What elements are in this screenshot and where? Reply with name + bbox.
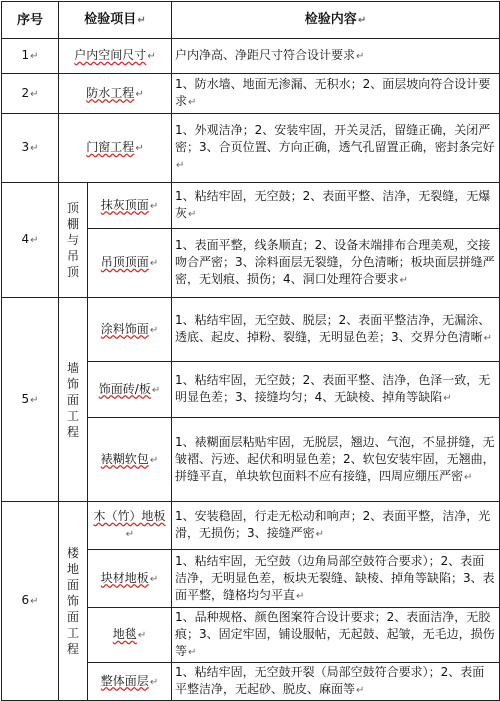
header-item: 检验项目↵: [59, 2, 172, 39]
row-content: 户内净高、净距尺寸符合设计要求↵: [172, 39, 500, 74]
sub-item: 地毯↵: [88, 608, 172, 663]
sub-item: 块材地板↵: [88, 550, 172, 608]
row-seq: 1↵: [2, 39, 59, 74]
row-seq: 5↵: [2, 298, 59, 502]
row-content: 1、外观洁净；2、安装牢固，开关灵活，留缝正确，关闭严密；3、合页位置、方向正确，透气孔留置正确，密封条完好↵: [172, 114, 500, 183]
row-item: 户内空间尺寸↵: [59, 39, 172, 74]
header-content: 检验内容↵: [172, 2, 500, 39]
sub-content: 1、表面平整，线条顺直；2、设备末端排布合理美观，交接吻合严密；3、涂料面层无裂缝，分色清晰；板块面层拼缝严密，无划痕、损伤；4、洞口处理符合要求↵: [172, 229, 500, 298]
sub-item: 吊顶顶面↵: [88, 229, 172, 298]
inspection-table: [1, 1, 500, 701]
sub-item: 饰面砖/板↵: [88, 362, 172, 418]
sub-content: 1、安装稳固，行走无松动和响声；2、表面平整，洁净，光滑，无损伤；3、接缝严密↵: [172, 502, 500, 550]
group-category: 楼地面饰面工程: [59, 502, 88, 701]
group-category: 顶棚与吊顶: [59, 183, 88, 298]
sub-item: 涂料饰面↵: [88, 298, 172, 362]
table-row: [2, 114, 500, 183]
sub-content: 1、粘结牢固，无空鼓、脱层；2、表面平整洁净，无漏涂、透底、起皮、掉粉、裂缝，无明显色差；3、交界分色清晰↵: [172, 298, 500, 362]
header-row: [2, 2, 500, 39]
row-seq: 6↵: [2, 502, 59, 701]
table-row: [2, 298, 500, 362]
sub-content: 1、裱糊面层粘贴牢固，无脱层，翘边、气泡，不显拼缝，无皱褶、污迹、起伏和明显色差；2、软包安装牢固，无翘曲，拼缝平直，单块软包面料不应有接缝，四周应绷压严密↵: [172, 418, 500, 502]
row-item: 门窗工程↵: [59, 114, 172, 183]
row-item: 防水工程↵: [59, 74, 172, 114]
header-seq: 序号: [2, 2, 59, 39]
table-row: [2, 74, 500, 114]
table-row: [2, 39, 500, 74]
sub-content: 1、粘结牢固，无空鼓；2、表面平整、洁净，色泽一致，无明显色差；3、接缝均匀；4、无缺棱、掉角等缺陷↵: [172, 362, 500, 418]
table-row: [2, 502, 500, 550]
row-seq: 2↵: [2, 74, 59, 114]
sub-item: 抹灰顶面↵: [88, 183, 172, 229]
sub-content: 1、粘结牢固，无空鼓开裂（局部空鼓符合要求）；2、表面平整洁净，无起砂、脱皮、麻面等↵: [172, 663, 500, 701]
sub-item: 裱糊软包↵: [88, 418, 172, 502]
row-content: 1、防水墙、地面无渗漏、无积水；2、面层坡向符合设计要求↵: [172, 74, 500, 114]
row-seq: 3↵: [2, 114, 59, 183]
sub-content: 1、粘结牢固，无空鼓；2、表面平整、洁净，无裂缝，无爆灰↵: [172, 183, 500, 229]
group-category: 墙饰面工程: [59, 298, 88, 502]
sub-content: 1、品种规格、颜色图案符合设计要求；2、表面洁净，无胶痕；3、固定牢固，铺设服帖，无起鼓、起皱，无毛边，损伤等↵: [172, 608, 500, 663]
sub-item: 木（竹）地板↵: [88, 502, 172, 550]
sub-content: 1、粘结牢固，无空鼓（边角局部空鼓符合要求）；2、表面洁净，无明显色差，板块无裂缝、缺棱、掉角等缺陷；3、表面平整，缝格均匀平直↵: [172, 550, 500, 608]
row-seq: 4↵: [2, 183, 59, 298]
sub-item: 整体面层↵: [88, 663, 172, 701]
table-row: [2, 183, 500, 229]
